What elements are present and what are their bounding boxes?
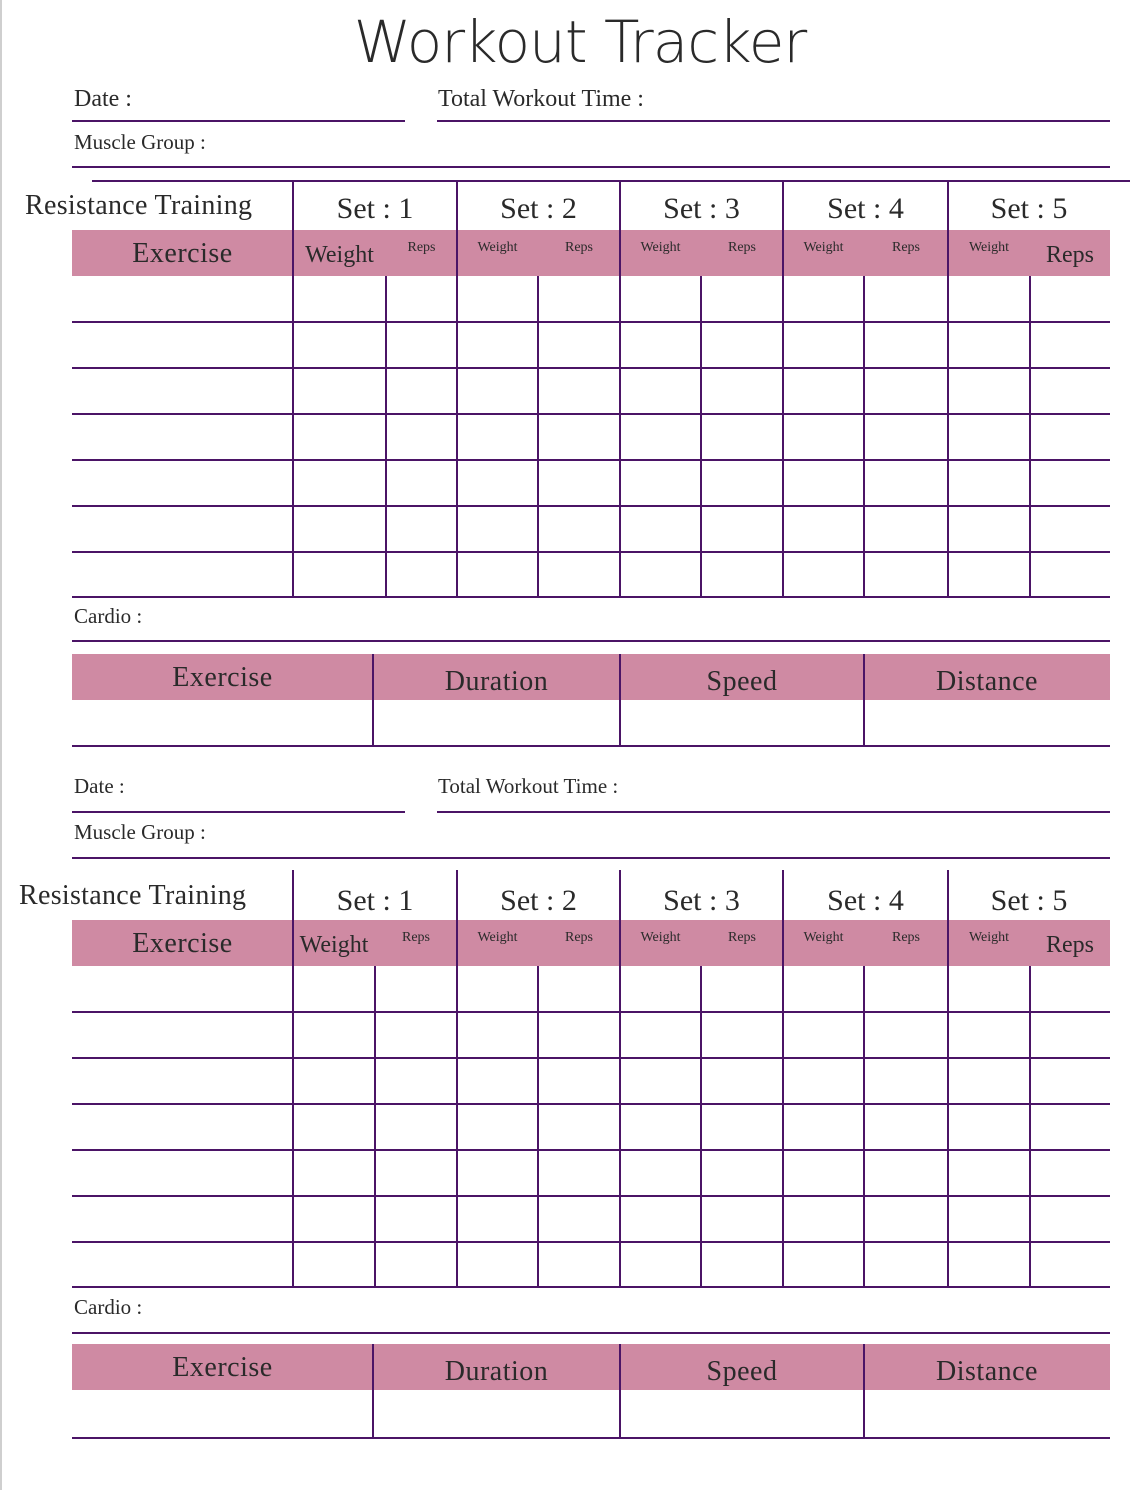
reps-cell[interactable]	[866, 554, 946, 595]
weight-cell[interactable]	[950, 324, 1028, 365]
weight-cell[interactable]	[950, 1106, 1028, 1147]
reps-cell[interactable]	[377, 1198, 455, 1239]
reps-cell[interactable]	[866, 370, 946, 411]
weight-cell[interactable]	[950, 416, 1028, 457]
row-line	[72, 1011, 1110, 1013]
set-3-label: Set : 3	[663, 884, 740, 917]
column-divider	[863, 966, 865, 1288]
weight-cell[interactable]	[622, 416, 699, 457]
cardio-speed-header: Speed	[706, 1356, 778, 1387]
column-divider	[1029, 966, 1031, 1288]
weight-cell[interactable]	[459, 1106, 536, 1147]
muscle-group-label: Muscle Group :	[74, 820, 206, 844]
weight-header-set-4: Weight	[803, 240, 844, 255]
weight-cell[interactable]	[459, 508, 536, 549]
weight-cell[interactable]	[459, 1244, 536, 1285]
weight-header-set-5: Weight	[968, 240, 1010, 255]
cardio-distance-header: Distance	[936, 666, 1038, 697]
cardio-divider	[863, 1344, 865, 1437]
weight-cell[interactable]	[459, 1152, 536, 1193]
total-time-input[interactable]	[438, 772, 1108, 809]
weight-cell[interactable]	[622, 1198, 699, 1239]
cardio-divider	[372, 1344, 374, 1437]
reps-cell[interactable]	[703, 1060, 781, 1101]
reps-cell[interactable]	[866, 1014, 946, 1055]
reps-cell[interactable]	[1032, 968, 1108, 1009]
weight-cell[interactable]	[950, 1244, 1028, 1285]
weight-cell[interactable]	[785, 462, 862, 503]
exercise-cell[interactable]	[74, 1014, 291, 1055]
cardio-divider	[863, 654, 865, 745]
weight-cell[interactable]	[785, 370, 862, 411]
weight-cell[interactable]	[785, 416, 862, 457]
reps-cell[interactable]	[866, 462, 946, 503]
row-line	[72, 505, 1110, 507]
reps-cell[interactable]	[377, 968, 455, 1009]
reps-cell[interactable]	[866, 324, 946, 365]
date-input[interactable]	[74, 84, 404, 118]
reps-cell[interactable]	[866, 1244, 946, 1285]
cardio-exercise-header: Exercise	[172, 662, 273, 693]
cardio-bottom-line	[72, 1437, 1110, 1439]
reps-cell[interactable]	[703, 1152, 781, 1193]
set-5-label: Set : 5	[990, 884, 1068, 917]
column-divider	[947, 870, 949, 1288]
cardio-duration-header: Duration	[444, 666, 549, 697]
reps-cell[interactable]	[1032, 278, 1108, 319]
set-3-label: Set : 3	[663, 192, 740, 225]
cardio-label: Cardio :	[74, 1295, 143, 1319]
weight-cell[interactable]	[785, 1152, 862, 1193]
row-line	[72, 459, 1110, 461]
reps-cell[interactable]	[1032, 416, 1108, 457]
reps-cell[interactable]	[866, 1106, 946, 1147]
resistance-training-label: Resistance Training	[25, 190, 253, 221]
exercise-header: Exercise	[132, 928, 233, 959]
weight-cell[interactable]	[785, 1198, 862, 1239]
column-divider	[456, 180, 458, 598]
row-line	[72, 1103, 1110, 1105]
date-underline	[72, 811, 405, 813]
exercise-cell[interactable]	[74, 1244, 291, 1285]
row-line	[72, 321, 1110, 323]
weight-cell[interactable]	[785, 278, 862, 319]
reps-cell[interactable]	[388, 554, 455, 595]
weight-cell[interactable]	[295, 278, 384, 319]
cardio-divider	[372, 654, 374, 745]
muscle-group-underline	[72, 166, 1110, 168]
weight-cell[interactable]	[622, 1106, 699, 1147]
reps-cell[interactable]	[388, 416, 455, 457]
weight-cell[interactable]	[459, 416, 536, 457]
total-time-underline	[437, 120, 1110, 122]
row-line	[72, 413, 1110, 415]
reps-cell[interactable]	[703, 968, 781, 1009]
weight-cell[interactable]	[785, 324, 862, 365]
set-4-label: Set : 4	[827, 884, 904, 917]
reps-cell[interactable]	[540, 1198, 618, 1239]
reps-cell[interactable]	[703, 554, 781, 595]
reps-cell[interactable]	[866, 1198, 946, 1239]
reps-cell[interactable]	[1032, 1106, 1108, 1147]
reps-cell[interactable]	[1032, 1014, 1108, 1055]
weight-header-set-2: Weight	[477, 930, 518, 945]
reps-cell[interactable]	[540, 416, 618, 457]
reps-cell[interactable]	[540, 370, 618, 411]
row-line	[72, 596, 1110, 598]
exercise-cell[interactable]	[74, 324, 291, 365]
weight-cell[interactable]	[459, 324, 536, 365]
reps-header-set-2: Reps	[565, 240, 593, 255]
reps-cell[interactable]	[377, 1060, 455, 1101]
column-divider	[700, 966, 702, 1288]
reps-cell[interactable]	[866, 1152, 946, 1193]
weight-header-set-3: Weight	[640, 240, 681, 255]
cardio-exercise-header: Exercise	[172, 1352, 273, 1383]
reps-header-set-5: Reps	[1046, 242, 1094, 268]
reps-header-set-3: Reps	[728, 930, 756, 945]
reps-cell[interactable]	[1032, 370, 1108, 411]
reps-cell[interactable]	[703, 1106, 781, 1147]
column-divider	[374, 966, 376, 1288]
cardio-label: Cardio :	[74, 604, 143, 628]
reps-cell[interactable]	[540, 324, 618, 365]
total-time-label: Total Workout Time :	[438, 774, 619, 798]
weight-cell[interactable]	[950, 968, 1028, 1009]
muscle-group-underline	[72, 857, 1110, 859]
weight-cell[interactable]	[622, 968, 699, 1009]
cardio-exercise-cell[interactable]	[74, 702, 371, 743]
reps-header-set-5: Reps	[1046, 932, 1094, 958]
column-divider	[863, 276, 865, 598]
set-4-label: Set : 4	[827, 192, 904, 225]
weight-cell[interactable]	[950, 462, 1028, 503]
reps-cell[interactable]	[377, 1014, 455, 1055]
weight-cell[interactable]	[459, 1198, 536, 1239]
weight-cell[interactable]	[295, 1014, 373, 1055]
column-divider	[619, 870, 621, 1288]
column-divider	[456, 870, 458, 1288]
column-divider	[619, 180, 621, 598]
set-2-label: Set : 2	[500, 884, 577, 917]
reps-cell[interactable]	[388, 278, 455, 319]
date-label: Date :	[74, 86, 132, 112]
exercise-cell[interactable]	[74, 554, 291, 595]
row-line	[72, 1195, 1110, 1197]
exercise-cell[interactable]	[74, 1152, 291, 1193]
weight-cell[interactable]	[622, 1244, 699, 1285]
column-divider	[537, 966, 539, 1288]
reps-cell[interactable]	[703, 370, 781, 411]
weight-cell[interactable]	[622, 462, 699, 503]
date-label: Date :	[74, 774, 125, 798]
weight-cell[interactable]	[622, 1014, 699, 1055]
reps-cell[interactable]	[703, 416, 781, 457]
cardio-underline	[72, 1332, 1110, 1334]
exercise-cell[interactable]	[74, 416, 291, 457]
weight-cell[interactable]	[459, 370, 536, 411]
column-divider	[385, 276, 387, 598]
weight-cell[interactable]	[785, 1014, 862, 1055]
weight-cell[interactable]	[785, 1060, 862, 1101]
exercise-cell[interactable]	[74, 968, 291, 1009]
total-time-label: Total Workout Time :	[438, 86, 644, 112]
reps-header-set-3: Reps	[728, 240, 756, 255]
reps-cell[interactable]	[540, 1106, 618, 1147]
reps-cell[interactable]	[540, 508, 618, 549]
cardio-divider	[619, 1344, 621, 1437]
weight-cell[interactable]	[950, 1014, 1028, 1055]
reps-cell[interactable]	[703, 1198, 781, 1239]
reps-cell[interactable]	[540, 1014, 618, 1055]
set-2-label: Set : 2	[500, 192, 577, 225]
cardio-speed-cell[interactable]	[622, 1392, 862, 1435]
reps-cell[interactable]	[703, 324, 781, 365]
page-title: Workout Tracker	[353, 8, 807, 76]
reps-cell[interactable]	[866, 968, 946, 1009]
reps-cell[interactable]	[1032, 508, 1108, 549]
weight-cell[interactable]	[622, 370, 699, 411]
reps-header-set-1: Reps	[407, 240, 436, 255]
cardio-duration-header: Duration	[444, 1356, 549, 1387]
weight-cell[interactable]	[459, 968, 536, 1009]
weight-cell[interactable]	[459, 1014, 536, 1055]
row-line	[72, 1241, 1110, 1243]
exercise-cell[interactable]	[74, 508, 291, 549]
weight-cell[interactable]	[459, 462, 536, 503]
date-underline	[72, 120, 405, 122]
reps-cell[interactable]	[1032, 554, 1108, 595]
set-5-label: Set : 5	[990, 192, 1068, 225]
reps-cell[interactable]	[866, 1060, 946, 1101]
row-line	[72, 367, 1110, 369]
weight-cell[interactable]	[459, 1060, 536, 1101]
weight-header-set-1: Weight	[299, 932, 369, 958]
weight-header-set-5: Weight	[968, 930, 1010, 945]
cardio-distance-cell[interactable]	[866, 702, 1108, 743]
reps-cell[interactable]	[703, 1014, 781, 1055]
weight-cell[interactable]	[622, 278, 699, 319]
page-edge	[0, 0, 2, 1490]
column-divider	[292, 180, 294, 598]
reps-cell[interactable]	[866, 278, 946, 319]
reps-header-set-4: Reps	[892, 930, 920, 945]
column-divider	[700, 276, 702, 598]
reps-cell[interactable]	[540, 968, 618, 1009]
reps-cell[interactable]	[866, 508, 946, 549]
cardio-duration-cell[interactable]	[375, 1392, 618, 1435]
reps-header-set-4: Reps	[892, 240, 920, 255]
exercise-header: Exercise	[132, 238, 233, 269]
reps-header-set-2: Reps	[565, 930, 593, 945]
weight-cell[interactable]	[950, 554, 1028, 595]
column-divider	[1029, 276, 1031, 598]
column-divider	[947, 180, 949, 598]
weight-cell[interactable]	[950, 1198, 1028, 1239]
reps-cell[interactable]	[377, 1106, 455, 1147]
cardio-bottom-line	[72, 745, 1110, 747]
weight-header-set-3: Weight	[640, 930, 681, 945]
weight-cell[interactable]	[950, 1152, 1028, 1193]
exercise-cell[interactable]	[74, 1106, 291, 1147]
exercise-cell[interactable]	[74, 278, 291, 319]
reps-cell[interactable]	[388, 370, 455, 411]
reps-cell[interactable]	[540, 1244, 618, 1285]
weight-cell[interactable]	[295, 1106, 373, 1147]
table-top-rule	[92, 180, 1130, 182]
reps-cell[interactable]	[703, 508, 781, 549]
weight-cell[interactable]	[785, 508, 862, 549]
reps-cell[interactable]	[377, 1152, 455, 1193]
weight-cell[interactable]	[950, 1060, 1028, 1101]
column-divider	[782, 180, 784, 598]
weight-cell[interactable]	[295, 416, 384, 457]
reps-cell[interactable]	[388, 508, 455, 549]
weight-cell[interactable]	[295, 324, 384, 365]
reps-cell[interactable]	[703, 1244, 781, 1285]
reps-cell[interactable]	[540, 554, 618, 595]
reps-cell[interactable]	[1032, 1060, 1108, 1101]
weight-cell[interactable]	[785, 1106, 862, 1147]
cardio-speed-cell[interactable]	[622, 702, 862, 743]
weight-cell[interactable]	[622, 554, 699, 595]
set-1-label: Set : 1	[336, 884, 414, 917]
weight-cell[interactable]	[459, 554, 536, 595]
column-divider	[292, 870, 294, 1288]
reps-cell[interactable]	[1032, 462, 1108, 503]
weight-cell[interactable]	[622, 324, 699, 365]
weight-cell[interactable]	[785, 1244, 862, 1285]
reps-cell[interactable]	[1032, 1244, 1108, 1285]
reps-cell[interactable]	[377, 1244, 455, 1285]
weight-cell[interactable]	[622, 508, 699, 549]
weight-cell[interactable]	[459, 278, 536, 319]
exercise-cell[interactable]	[74, 462, 291, 503]
cardio-divider	[619, 654, 621, 745]
weight-cell[interactable]	[295, 1244, 373, 1285]
exercise-cell[interactable]	[74, 1198, 291, 1239]
column-divider	[537, 276, 539, 598]
weight-cell[interactable]	[622, 1060, 699, 1101]
reps-cell[interactable]	[388, 462, 455, 503]
reps-cell[interactable]	[1032, 1198, 1108, 1239]
weight-cell[interactable]	[295, 508, 384, 549]
muscle-group-input[interactable]	[74, 128, 1108, 164]
cardio-distance-cell[interactable]	[866, 1392, 1108, 1435]
row-line	[72, 1149, 1110, 1151]
muscle-group-label: Muscle Group :	[74, 130, 206, 154]
weight-header-set-2: Weight	[477, 240, 518, 255]
column-divider	[782, 870, 784, 1288]
weight-cell[interactable]	[295, 968, 373, 1009]
reps-cell[interactable]	[703, 278, 781, 319]
exercise-cell[interactable]	[74, 1060, 291, 1101]
cardio-speed-header: Speed	[706, 666, 778, 697]
reps-cell[interactable]	[540, 1152, 618, 1193]
reps-cell[interactable]	[388, 324, 455, 365]
total-time-input[interactable]	[438, 84, 1108, 118]
weight-cell[interactable]	[295, 370, 384, 411]
set-1-label: Set : 1	[336, 192, 414, 225]
reps-cell[interactable]	[1032, 324, 1108, 365]
weight-cell[interactable]	[295, 1060, 373, 1101]
exercise-cell[interactable]	[74, 370, 291, 411]
reps-header-set-1: Reps	[402, 930, 430, 945]
cardio-duration-cell[interactable]	[375, 702, 618, 743]
weight-cell[interactable]	[785, 968, 862, 1009]
weight-cell[interactable]	[622, 1152, 699, 1193]
weight-cell[interactable]	[295, 1152, 373, 1193]
cardio-underline	[72, 640, 1110, 642]
reps-cell[interactable]	[540, 462, 618, 503]
weight-cell[interactable]	[295, 554, 384, 595]
cardio-exercise-cell[interactable]	[74, 1392, 371, 1435]
cardio-distance-header: Distance	[936, 1356, 1038, 1387]
reps-cell[interactable]	[540, 278, 618, 319]
weight-cell[interactable]	[295, 462, 384, 503]
reps-cell[interactable]	[1032, 1152, 1108, 1193]
date-input[interactable]	[74, 772, 404, 809]
weight-cell[interactable]	[950, 370, 1028, 411]
total-time-underline	[437, 811, 1110, 813]
weight-cell[interactable]	[295, 1198, 373, 1239]
row-line	[72, 1057, 1110, 1059]
muscle-group-input[interactable]	[74, 818, 1108, 855]
reps-cell[interactable]	[866, 416, 946, 457]
weight-header-set-1: Weight	[305, 242, 374, 268]
row-line	[72, 1286, 1110, 1288]
row-line	[72, 551, 1110, 553]
weight-header-set-4: Weight	[803, 930, 844, 945]
reps-cell[interactable]	[703, 462, 781, 503]
weight-cell[interactable]	[950, 278, 1028, 319]
weight-cell[interactable]	[785, 554, 862, 595]
resistance-training-label: Resistance Training	[19, 880, 247, 911]
weight-cell[interactable]	[950, 508, 1028, 549]
reps-cell[interactable]	[540, 1060, 618, 1101]
